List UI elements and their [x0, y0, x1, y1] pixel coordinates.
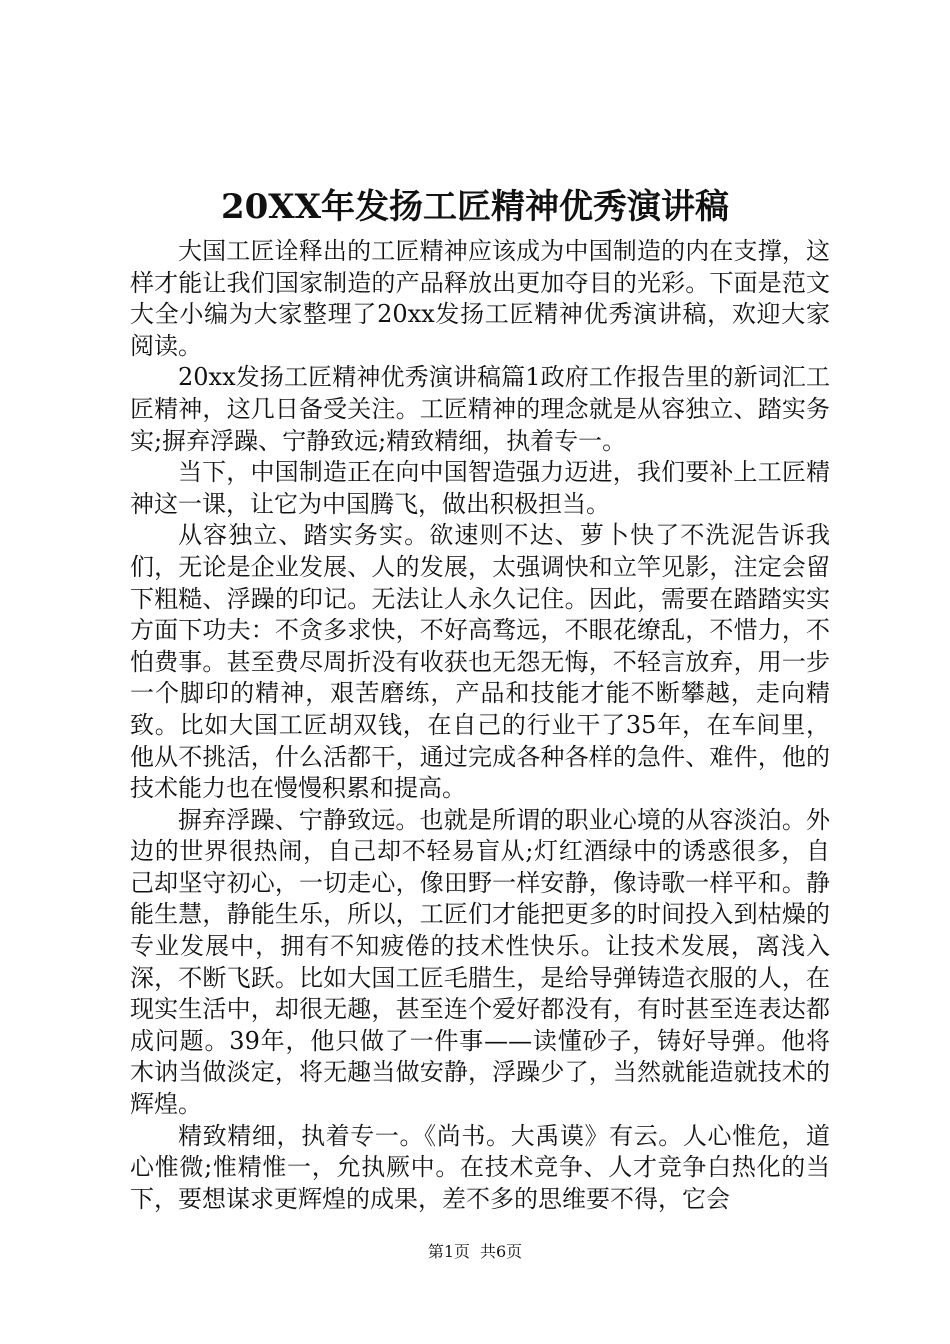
paragraph: 当下，中国制造正在向中国智造强力迈进，我们要补上工匠精神这一课，让它为中国腾飞，做出积极担当。 [130, 458, 830, 518]
document-title: 20XX年发扬工匠精神优秀演讲稿 [220, 187, 730, 227]
paragraph: 20xx发扬工匠精神优秀演讲稿篇1政府工作报告里的新词汇工匠精神，这几日备受关注。工匠精神的理念就是从容独立、踏实务实;摒弃浮躁、宁静致远;精致精细，执着专一。 [130, 363, 830, 455]
paragraph: 摒弃浮躁、宁静致远。也就是所谓的职业心境的从容淡泊。外边的世界很热闹，自己却不轻易盲从;灯红酒绿中的诱惑很多，自己却坚守初心，一切走心，像田野一样安静，像诗歌一样平和。静能生慧，静能生乐，所以，工匠们才能把更多的时间投入到枯燥的专业发展中，拥有不知疲倦的技术性快乐。让技术发展，离浅入深，不断飞跃。比如大国工匠毛腊生，是给导弹铸造衣服的人，在现实生活中，却很无趣，甚至连个爱好都没有，有时甚至连表达都成问题。39年，他只做了一件事——读懂砂子，铸好导弹。他将木讷当做淡定，将无趣当做安静，浮躁少了，当然就能造就技术的辉煌。 [130, 805, 830, 1119]
page-number: 第1页 [427, 1242, 470, 1261]
paragraph: 大国工匠诠释出的工匠精神应该成为中国制造的内在支撑，这样才能让我们国家制造的产品释放出更加夺目的光彩。下面是范文大全小编为大家整理了20xx发扬工匠精神优秀演讲稿，欢迎大家阅读。 [130, 237, 830, 360]
paragraph: 精致精细，执着专一。《尚书。大禹谟》有云。人心惟危，道心惟微;惟精惟一，允执厥中。在技术竞争、人才竞争白热化的当下，要想谋求更辉煌的成果，差不多的思维要不得，它会 [130, 1121, 830, 1213]
paragraph: 从容独立、踏实务实。欲速则不达、萝卜快了不洗泥告诉我们，无论是企业发展、人的发展，太强调快和立竿见影，注定会留下粗糙、浮躁的印记。无法让人永久记住。因此，需要在踏踏实实方面下功夫：不贪多求快，不好高骛远，不眼花缭乱，不惜力，不怕费事。甚至费尽周折没有收获也无怨无悔，不轻言放弃，用一步一个脚印的精神，艰苦磨练，产品和技能才能不断攀越，走向精致。比如大国工匠胡双钱，在自己的行业干了35年，在车间里，他从不挑活，什么活都干，通过完成各种各样的急件、难件，他的技术能力也在慢慢积累和提高。 [130, 521, 830, 803]
page-footer [0, 1240, 950, 1264]
document-body [130, 236, 830, 1215]
page-total: 共6页 [480, 1242, 523, 1261]
